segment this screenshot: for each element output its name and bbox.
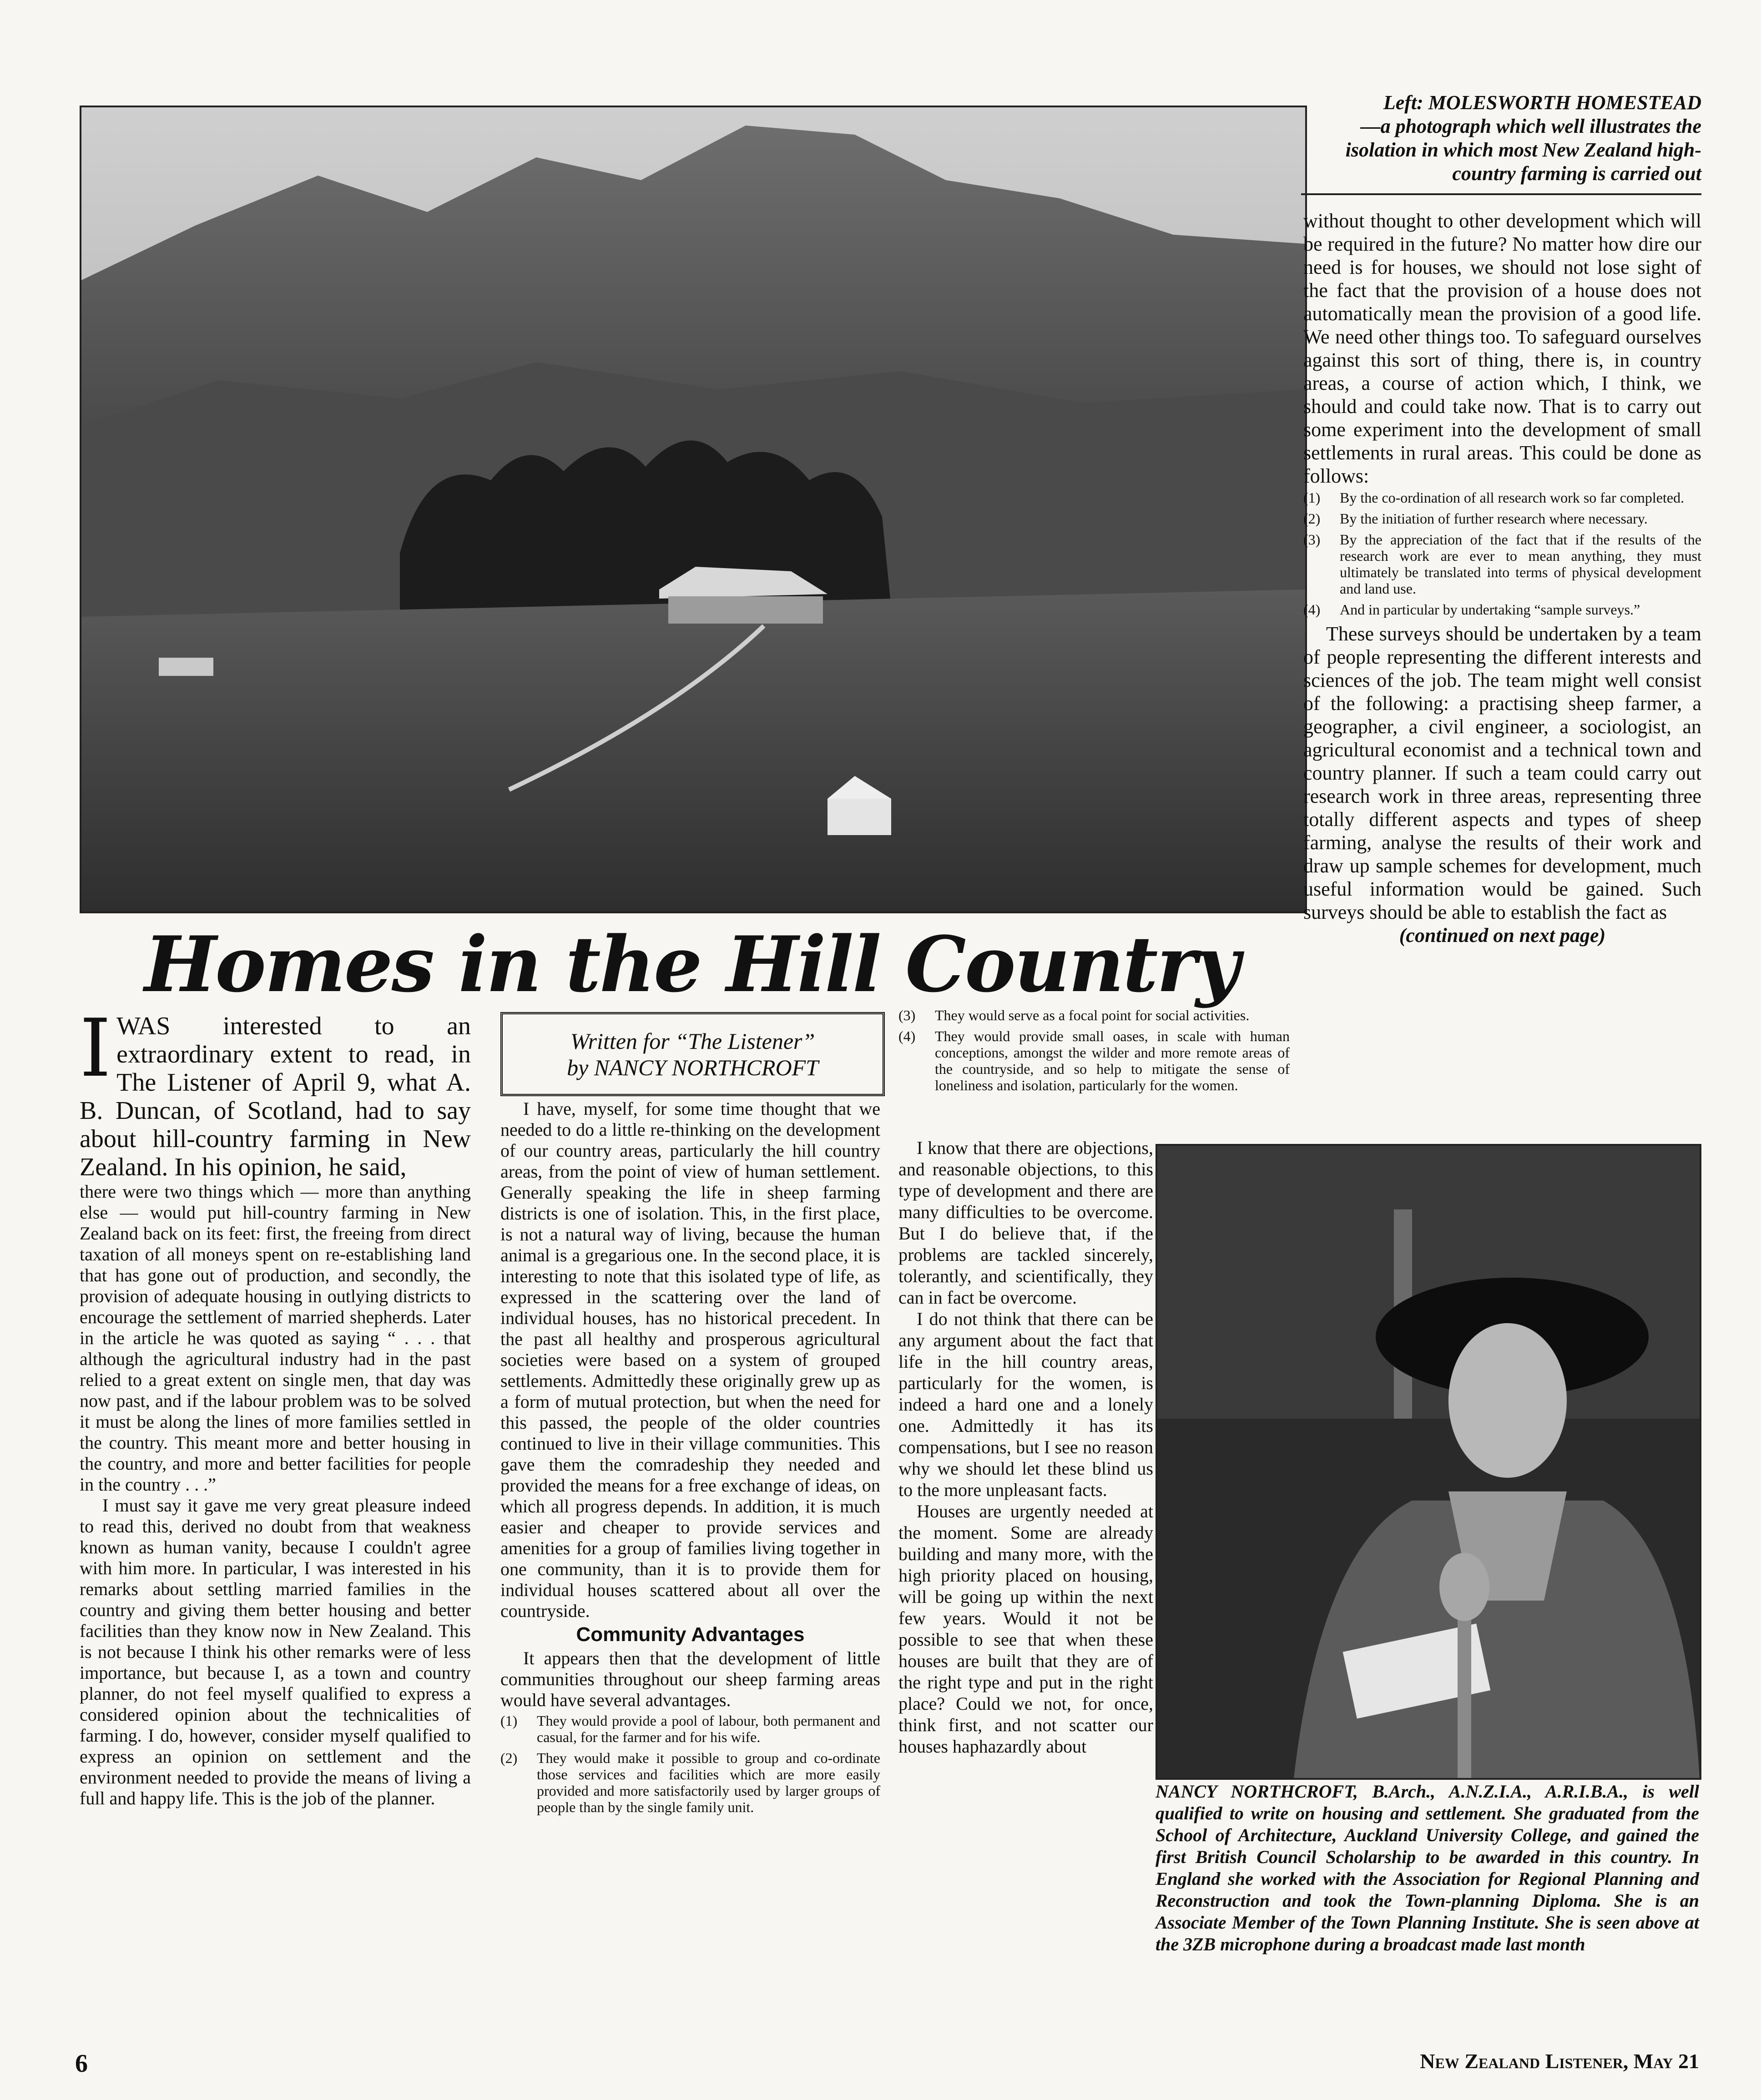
list-item: (2) They would make it possible to group and co-ordinate those services and facilities which are more easily provided and more satisfactorily used by larger groups of people than by the single family unit. bbox=[500, 1750, 880, 1815]
column-2 bbox=[500, 1098, 880, 1820]
list-item: (3) By the appreciation of the fact that if the results of the research work are ever to mean anything, they must ultimately be translated into terms of physical development and land use. bbox=[1303, 531, 1701, 597]
list-item: (4) They would provide small oases, in scale with human conceptions, amongst the wilder and more remote areas of the countryside, and so help to mitigate the sense of loneliness and isolation, particularly for the women. bbox=[898, 1028, 1290, 1093]
list-item: (1) By the co-ordination of all research work so far completed. bbox=[1303, 489, 1685, 506]
paragraph: I must say it gave me very great pleasure indeed to read this, derived no doubt from that weakness known as human vanity, because I couldn't agree with him more. In particular, I was interested in his remarks about settling married families in the country and giving them better housing and better facilities than they know now in New Zealand. This is not because I think his other remarks were of less importance, but because I, as a town and country planner, do not feel myself qualified to express a considered opinion about the technicalities of farming. I do, however, consider myself qualified to express an opinion on settlement and the environment needed to provide the means of living a full and happy life. This is the job of the planner. bbox=[80, 1495, 471, 1808]
drop-cap: I bbox=[80, 1002, 111, 1095]
page-number: 6 bbox=[75, 2050, 88, 2078]
survey-list bbox=[1303, 489, 1701, 618]
caption-text: —a photograph which well illustrates the isolation in which most New Zealand high-country farming is carried out bbox=[1345, 115, 1701, 185]
list-item: (1) They would provide a pool of labour, both permanent and casual, for the farmer and for his wife. bbox=[500, 1712, 880, 1745]
caption-rule bbox=[1301, 193, 1701, 195]
headline: Homes in the Hill Country bbox=[144, 919, 1239, 1009]
byline-author: by NANCY NORTHCROFT bbox=[567, 1054, 818, 1080]
caption-label: Left: MOLESWORTH HOMESTEAD bbox=[1383, 91, 1701, 114]
paragraph: without thought to other development which will be required in the future? No matter how dire our need is for houses, we should not lose sight of the fact that the provision of a house does not automatically mean the provision of a good life. We need other things too. To safeguard ourselves against this sort of thing, there is, in country areas, a course of action which, I think, we should and could take now. That is to carry out some experiment into the development of small settlements in rural areas. This could be done as follows: bbox=[1303, 210, 1701, 487]
continued-note: (continued on next page) bbox=[1399, 924, 1606, 947]
column-1 bbox=[80, 1002, 471, 1809]
list-item: (3) They would serve as a focal point for social activities. bbox=[898, 1007, 1250, 1023]
byline-box bbox=[500, 1012, 885, 1096]
paragraph: I have, myself, for some time thought that we needed to do a little re-thinking on the development of our country areas, particularly the hill country areas, from the point of view of human settlement. Generally speaking the life in sheep farming districts is one of isolation. This, in the first place, is not a natural way of living, because the human animal is a gregarious one. In the second place, it is interesting to note that this isolated type of life, as expressed in the scattering over the land of individual houses, has no historical precedent. In the past all healthy and prosperous agricultural societies were based on a system of grouped settlements. Admittedly these originally grew up as a form of mutual protection, but when the need for this passed, the people of the older countries continued to live in their village communities. This gave them the comradeship they needed and provided the means for a free exchange of ideas, on which all progress depends. In addition, it is much easier and cheaper to provide services and amenities for a group of families living together in one community, than it is to provide them for individual houses scattered about all over the countryside. bbox=[500, 1098, 880, 1621]
advantages-list-continued bbox=[898, 1007, 1290, 1093]
paragraph: I know that there are objections, and reasonable objections, to this type of development and there are many difficulties to be overcome. But I do believe that, if the problems are tackled sincerely, tolerantly, and scientifically, they can in fact be overcome. bbox=[898, 1138, 1153, 1308]
paragraph: These surveys should be undertaken by a team of people representing the different interests and sciences of the job. The team might well consist of the following: a practising sheep farmer, a geographer, a civil engineer, a sociologist, an agricultural economist and a technical town and country planner. If such a team could carry out research work in three areas, representing three totally different aspects and types of sheep farming, analyse the results of their work and draw up sample schemes for development, much useful information would be gained. Such surveys should be able to establish the fact as bbox=[1303, 623, 1701, 923]
photo-caption-top bbox=[1303, 91, 1701, 186]
paragraph: Houses are urgently needed at the moment. Some are already building and many more, with the high priority placed on housing, will be going up within the next few years. Would it not be possible to see that when these houses are built that they are of the right type and put in the right place? Could we not, for once, think first, and not scatter our houses haphazardly about bbox=[898, 1501, 1153, 1757]
list-item: (2) By the initiation of further research where necessary. bbox=[1303, 510, 1648, 527]
portrait-caption: NANCY NORTHCROFT, B.Arch., A.N.Z.I.A., A.R.I.B.A., is well qualified to write on housing and settlement. She graduated from the School of Architecture, Auckland University College, and gained the first British Council Scholarship to be awarded in this country. In England she worked with the Association for Regional Planning and Reconstruction and took the Town-planning Diploma. She is an Associate Member of the Town Planning Institute. She is seen above at the 3ZB microphone during a broadcast made last month bbox=[1155, 1781, 1699, 1954]
lead-paragraph: IWAS interested to an extraordinary extent to read, in The Listener of April 9, what A. B. Duncan, of Scotland, had to say about hill-country farming in New Zealand. In his opinion, he said, bbox=[80, 1002, 471, 1181]
advantages-list bbox=[500, 1712, 880, 1815]
column-3 bbox=[898, 1137, 1153, 1757]
list-item: (4) And in particular by undertaking “sample surveys.” bbox=[1303, 601, 1640, 618]
publication-footer: New Zealand Listener, May 21 bbox=[1420, 2050, 1699, 2073]
column-right bbox=[1303, 209, 1701, 947]
column-3-list bbox=[898, 1005, 1290, 1098]
paragraph: there were two things which — more than anything else — would put hill-country farming in New Zealand back on its feet: first, the freeing from direct taxation of all moneys spent on re-establishing land that has gone out of production, and secondly, the provision of adequate housing in outlying districts to encourage the settlement of married shepherds. Later in the article he was quoted as saying “ . . . that although the agricultural industry had in the past relied to a great extent on single men, that day was now past, and if the labour problem was to be solved it must be along the lines of more families settled in the country. This meant more and better housing in the country, and more and better facilities for people in the country . . .” bbox=[80, 1181, 471, 1495]
homestead-photo bbox=[80, 106, 1307, 913]
author-portrait-photo bbox=[1155, 1144, 1701, 1780]
paragraph: It appears then that the development of little communities throughout our sheep farming areas would have several advantages. bbox=[500, 1648, 880, 1710]
paragraph: I do not think that there can be any argument about the fact that life in the hill country areas, particularly for the women, is indeed a hard one and a lonely one. Admittedly it has its compensations, but I see no reason why we should let these blind us to the more unpleasant facts. bbox=[898, 1309, 1153, 1500]
byline-line1: Written for “The Listener” bbox=[570, 1028, 815, 1054]
subheading: Community Advantages bbox=[576, 1623, 805, 1646]
